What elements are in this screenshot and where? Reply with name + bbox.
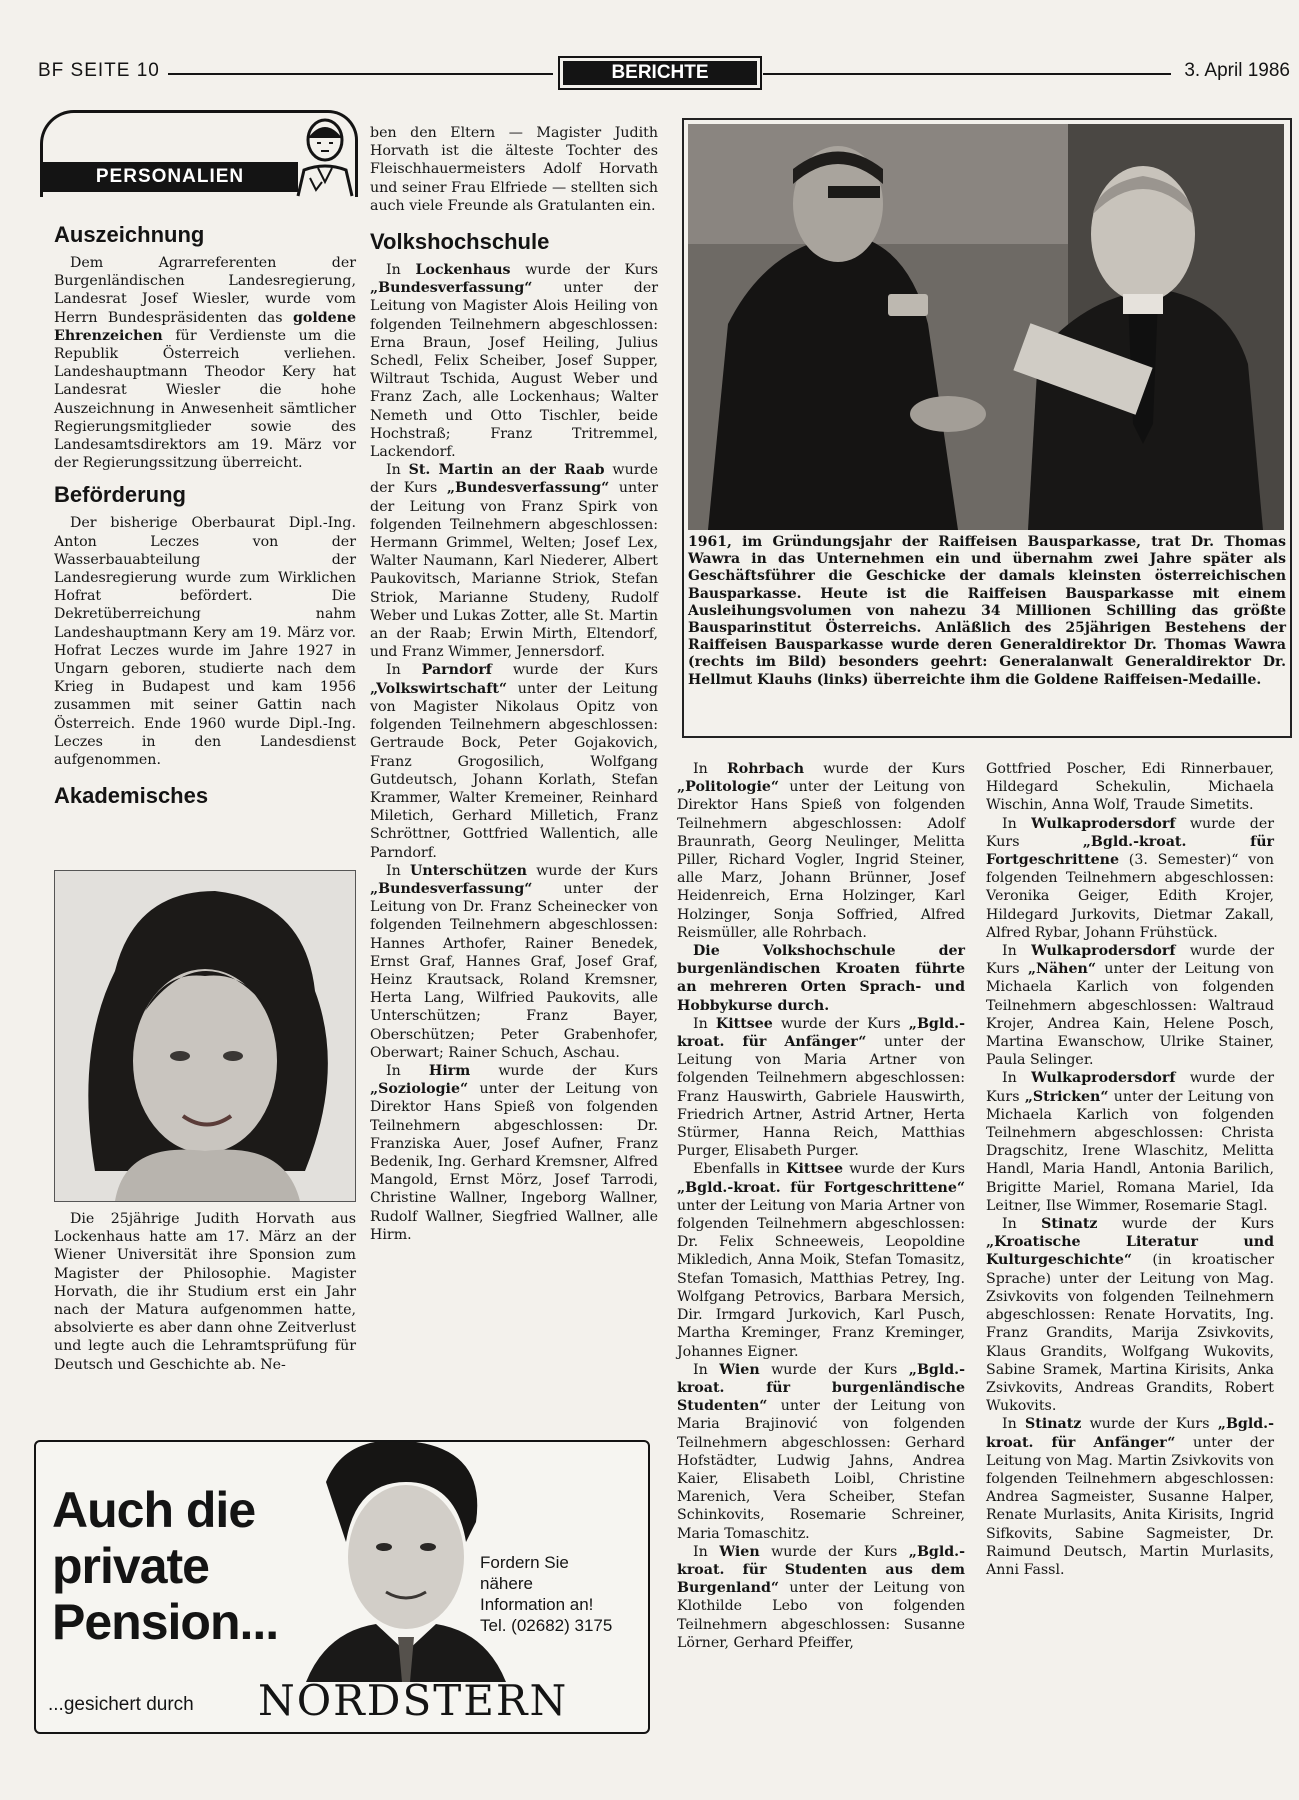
paragraph-wien-studenten: In Wien wurde der Kurs „Bgld.-kroat. für burgenländische Studenten“ unter der Leitung von Maria Brajinović von folgenden Teilnehmern abgeschlossen: Gerhard Hofstädter, Ludwig Jahns, Andrea Kaier, Elisabeth Loibl, Christine Marenich, Vera Scheiber, Stefan Schinkovits, Rosemarie Schreiner, Maria Tomaschitz.: [677, 1361, 965, 1542]
ad-contact-info: Fordern Sie nähere Information an! Tel. (02682) 3175: [480, 1553, 613, 1635]
header-rule-left: [168, 73, 553, 75]
heading-akademisches: Akademisches: [54, 783, 209, 809]
paragraph-kittsee-fortgeschrittene: Ebenfalls in Kittsee wurde der Kurs „Bgld.-kroat. für Fortgeschrittene“ unter der Leitung von Maria Artner von folgenden Teilnehmern abgeschlossen: Dr. Felix Schneeweis, Leopoldine Mikledich, Anna Moik, Stefan Tomasitz, Stefan Tomasich, Matthias Petrey, Ing. Wolfgang Petrovics, Barbara Mersich, Dir. Irmgard Jurkovich, Karl Pusch, Martha Kreminger, Franz Kreminger, Johannes Eigner.: [677, 1161, 966, 1360]
paragraph-unterschuetzen: In Unterschützen wurde der Kurs „Bundesverfassung“ unter der Leitung von Dr. Franz Scheinecker von folgenden Teilnehmern abgeschlossen: Hannes Arthofer, Rainer Benedek, Ernst Graf, Hannes Graf, Josef Graf, Heinz Krautsack, Roland Kremsner, Herta Lang, Wilfried Paukovits, alle Unterschützen; Franz Bayer, Oberschützen; Peter Grabenhofer, Oberwart; Rainer Schuch, Aschau.: [370, 862, 658, 1061]
paragraph-hirm: In Hirm wurde der Kurs „Soziologie“ unter der Leitung von Direktor Hans Spieß von folgenden Teilnehmern abgeschlossen: Dr. Franziska Auer, Josef Aufner, Franz Bedenik, Ing. Gerhard Kremsner, Alfred Mangold, Ernst Mörz, Josef Tarrodi, Christine Wallner, Ingeborg Wallner, Rudolf Wallner, Siegfried Wallner, alle Hirm.: [370, 1062, 658, 1243]
ad-brand-logo: NORDSTERN: [258, 1676, 569, 1725]
paragraph-continuation: ben den Eltern — Magister Judith Horvath ist die älteste Tochter des Fleischhauermeisters Adolf Horvath und seiner Frau Elfriede — stellten sich auch viele Freunde als Gratulanten ein.: [370, 125, 658, 214]
column-1: [54, 218, 356, 815]
ad-headline-line-2: private: [52, 1538, 209, 1594]
figure-icon: [290, 118, 360, 198]
award-image: [688, 124, 1284, 530]
ad-phone: Tel. (02682) 3175: [480, 1616, 613, 1635]
heading-auszeichnung: Auszeichnung: [54, 222, 205, 247]
nordstern-advertisement: [34, 1440, 650, 1734]
header-rule-right: [763, 73, 1171, 75]
paragraph-rohrbach: In Rohrbach wurde der Kurs „Politologie“ unter der Leitung von Direktor Hans Spieß von folgenden Teilnehmern abgeschlossen: Adolf Braunrath, Georg Neulinger, Melitta Piller, Richard Vogler, Ingrid Steiner, alle Marz, Johann Brünner, Josef Heidenreich, Erna Holzinger, Karl Holzinger, Sonja Soffried, Alfred Reismüller, alle Rohrbach.: [677, 761, 965, 941]
portrait-photo: [54, 870, 356, 1202]
page-number: BF SEITE 10: [38, 60, 160, 81]
ad-headline-line-1: Auch die: [52, 1482, 256, 1538]
paragraph-continuation-4: Gottfried Poscher, Edi Rinnerbauer, Hildegard Schekulin, Michaela Wischin, Anna Wolf, Traude Simetits.: [986, 761, 1274, 814]
column-2: [370, 124, 658, 1244]
paragraph-parndorf: In Parndorf wurde der Kurs „Volkswirtschaft“ unter der Leitung von Magister Nikolaus Opitz von folgenden Teilnehmern abgeschlossen: Gertraude Bock, Peter Gojakovich, Franz Grogosilich, Wolfgang Gutdeutsch, Johann Korlath, Stefan Krammer, Walter Kremeiner, Reinhard Miletich, Gerhard Milletich, Franz Schröttner, Gottfried Wallentich, alle Parndorf.: [370, 662, 658, 861]
section-label-box: [558, 56, 762, 90]
section-label: BERICHTE: [563, 61, 757, 85]
paragraph-stinatz-anfaenger: In Stinatz wurde der Kurs „Bgld.-kroat. für Anfänger“ unter der Leitung von Mag. Martin Zsivkovits von folgenden Teilnehmern abgeschlossen: Andrea Sagmeister, Susanne Halper, Renate Murlasits, Anita Kirisits, Ingrid Sifkovits, Sabine Sagmeister, Dr. Raimund Deutsch, Martin Murlasits, Anni Fassl.: [986, 1416, 1275, 1578]
ad-headline: [52, 1482, 278, 1650]
paragraph-stinatz-literatur: In Stinatz wurde der Kurs „Kroatische Literatur und Kulturgeschichte“ (in kroatischer Sprache) unter der Leitung von Mag. Zsivkovits von folgenden Teilnehmern abgeschlossen: Renate Horvatits, Ing. Franz Grandits, Marija Zsivkovits, Klaus Grandits, Wolfgang Wukovits, Sabine Sramek, Martina Kirisits, Anka Zsivkovits, Andreas Grandits, Robert Wukovits.: [986, 1216, 1274, 1415]
paragraph-auszeichnung: Dem Agrarreferenten der Burgenländischen Landesregierung, Landesrat Josef Wiesler, wurde vom Herrn Bundespräsidenten das goldene Ehrenzeichen für Verdienste um die Republik Österreich verliehen. Landeshauptmann Theodor Kery hat Landesrat Wiesler die hohe Auszeichnung in Anwesenheit sämtlicher Regierungsmitglieder sowie des Landesamtsdirektors am 19. März vor der Regierungssitzung überreicht.: [54, 255, 356, 472]
photo-caption: 1961, im Gründungsjahr der Raiffeisen Bausparkasse, trat Dr. Thomas Wawra in das Unternehmen ein und übernahm zwei Jahre später als Geschäftsführer die Geschicke der damals kleinsten österreichischen Bausparkasse. Heute ist die Raiffeisen Bausparkasse mit einem Ausleihungsvolumen von nahezu 34 Millionen Schilling das größte Bausparinstitut Österreichs. Anläßlich des 25jährigen Bestehens der Raiffeisen Bausparkasse wurde deren Generaldirektor Dr. Thomas Wawra (rechts im Bild) besonders geehrt: Generalanwalt Generaldirektor Dr. Hellmut Klauhs (links) überreichte ihm die Goldene Raiffeisen-Medaille.: [688, 534, 1286, 688]
paragraph-kittsee-anfaenger: In Kittsee wurde der Kurs „Bgld.-kroat. für Anfänger“ unter der Leitung von Maria Artner von folgenden Teilnehmern abgeschlossen: Franz Hauswirth, Gabriele Hauswirth, Friedrich Artner, Astrid Artner, Herta Stürmer, Hanna Reich, Matthias Purger, Elisabeth Purger.: [677, 1015, 966, 1160]
paragraph-lockenhaus: In Lockenhaus wurde der Kurs „Bundesverfassung“ unter der Leitung von Magister Alois Heiling von folgenden Teilnehmern abgeschlossen: Erna Braun, Josef Heiling, Julius Schedl, Felix Scheiber, Josef Supper, Wiltraut Tschida, August Weber und Franz Zach, alle Lockenhaus; Walter Nemeth und Otto Tischler, beide Hochstraß; Franz Tritremmel, Lackendorf.: [370, 262, 658, 461]
ad-headline-line-3: Pension...: [52, 1594, 279, 1650]
paragraph-st-martin: In St. Martin an der Raab wurde der Kurs „Bundesverfassung“ unter der Leitung von Franz Spirk von folgenden Teilnehmern abgeschlossen: Hermann Grimmel, Welten; Josef Lex, Walter Naumann, Karl Niederer, Albert Paukovitsch, Marianne Striok, Stefan Striok, Marianne Studeny, Rudolf Weber und Lukas Zotter, alle St. Martin an der Raab; Erwin Mirth, Eltendorf, und Franz Wimmer, Jennersdorf.: [370, 462, 658, 661]
issue-date: 3. April 1986: [1184, 60, 1290, 81]
ad-tagline: ...gesichert durch: [48, 1694, 194, 1715]
personalien-label: PERSONALIEN: [42, 162, 298, 192]
heading-befoerderung: Beförderung: [54, 482, 186, 508]
paragraph-wulka-stricken: In Wulkaprodersdorf wurde der Kurs „Stricken“ unter der Leitung von Michaela Karlich von folgenden Teilnehmern abgeschlossen: Christa Dragschitz, Irene Wlaschitz, Melitta Handl, Maria Handl, Antonia Barilich, Brigitte Mariel, Romana Mariel, Ida Leitner, Ilse Wimmer, Rosemarie Stagl.: [986, 1070, 1275, 1214]
column-4: [986, 760, 1274, 1579]
heading-volkshochschule: Volkshochschule: [370, 229, 550, 255]
paragraph-wien-burgenland: In Wien wurde der Kurs „Bgld.-kroat. für Studenten aus dem Burgenland“ unter der Leitung von Klothilde Lebo von folgenden Teilnehmern abgeschlossen: Susanne Lörner, Gerhard Pfeiffer,: [677, 1543, 965, 1651]
paragraph-wulka-fortgeschrittene: In Wulkaprodersdorf wurde der Kurs „Bgld.-kroat. für Fortgeschrittene (3. Semester)“ von folgenden Teilnehmern abgeschlossen: Veronika Geiger, Edith Krojer, Hildegard Jurkovits, Dietmar Zakall, Alfred Rybar, Johann Frühstück.: [986, 815, 1274, 941]
paragraph-wulka-naehen: In Wulkaprodersdorf wurde der Kurs „Nähen“ unter der Leitung von Michaela Karlich von folgenden Teilnehmern abgeschlossen: Waltraud Krojer, Andrea Kain, Helene Posch, Martina Ewanschow, Ulrike Stainer, Paula Selinger.: [986, 943, 1274, 1069]
personalien-logo: [40, 110, 360, 200]
paragraph-befoerderung: Der bisherige Oberbaurat Dipl.-Ing. Anton Leczes von der Wasserbauabteilung der Landesregierung wurde zum Wirklichen Hofrat befördert. Die Dekretüberreichung nahm Landeshauptmann Kery am 19. März vor. Hofrat Leczes wurde im Jahre 1927 in Ungarn geboren, studierte nach dem Krieg in Budapest und kam 1956 zusammen mit seiner Gattin nach Österreich. Ende 1960 wurde Dipl.-Ing. Leczes in den Landesdienst aufgenommen.: [54, 515, 356, 769]
page-header: [38, 56, 1290, 92]
portrait-image: [55, 871, 355, 1201]
column-3: [677, 760, 965, 1652]
paragraph-akademisches: Die 25jährige Judith Horvath aus Lockenhaus hatte am 17. März an der Wiener Universität ihre Sponsion zum Magister der Philosophie. Magister Horvath, die ihr Studium erst ein Jahr nach der Matura aufgenommen hatte, absolvierte es aber dann ohne Zeitverlust und legte auch die Lehramtsprüfung für Deutsch und Geschichte ab. Ne-: [54, 1211, 356, 1373]
ad-man-photo: [306, 1442, 506, 1682]
column-1-continued: [54, 1210, 356, 1374]
award-photo: [688, 124, 1284, 530]
paragraph-kroaten-intro: Die Volkshochschule der burgenländischen Kroaten führte an mehreren Orten Sprach- und Hobbykurse durch.: [677, 943, 965, 1014]
